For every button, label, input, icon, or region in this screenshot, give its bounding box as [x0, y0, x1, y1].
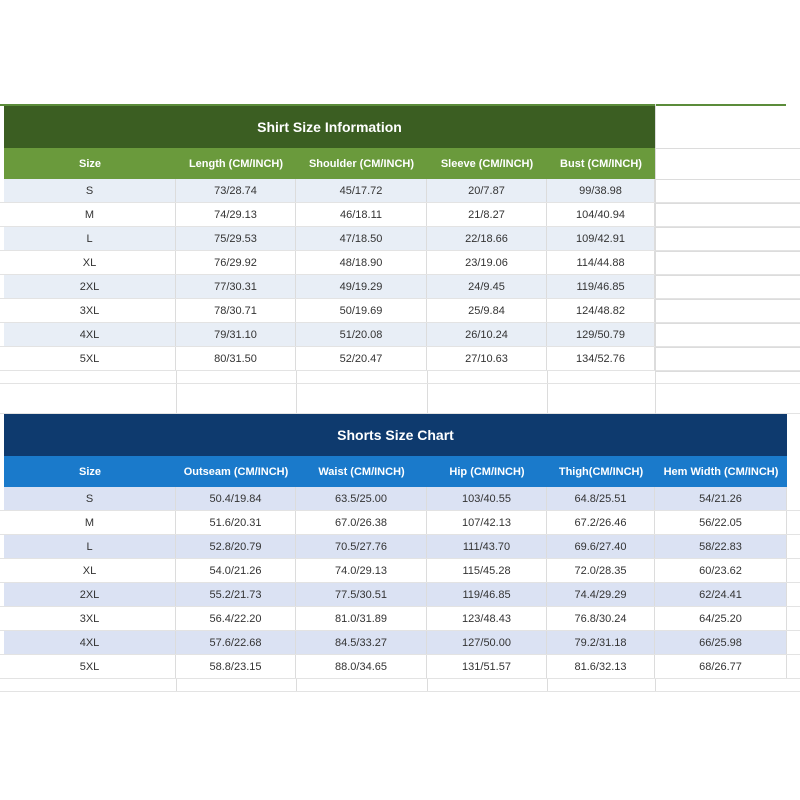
grid-line: [655, 371, 800, 372]
shorts-cell[interactable]: M: [4, 511, 176, 534]
shirt-cell[interactable]: 114/44.88: [547, 251, 655, 274]
shorts-cell[interactable]: 55.2/21.73: [176, 583, 296, 606]
shorts-cell[interactable]: 52.8/20.79: [176, 535, 296, 558]
shirt-cell[interactable]: 26/10.24: [427, 323, 547, 346]
shorts-table-row: [0, 655, 800, 679]
shirt-cell[interactable]: 4XL: [4, 323, 176, 346]
shorts-table-row: [0, 511, 800, 535]
shorts-table-row: [0, 487, 800, 511]
shorts-cell[interactable]: 54.0/21.26: [176, 559, 296, 582]
shirt-cell[interactable]: 23/19.06: [427, 251, 547, 274]
shorts-cell[interactable]: 56.4/22.20: [176, 607, 296, 630]
shorts-cell[interactable]: 74.4/29.29: [547, 583, 655, 606]
shorts-header-waist[interactable]: Waist (CM/INCH): [318, 465, 405, 478]
shirt-cell[interactable]: 51/20.08: [296, 323, 427, 346]
grid-line: [655, 347, 800, 348]
shorts-cell[interactable]: 54/21.26: [655, 487, 787, 510]
shirt-table-header: [4, 148, 655, 179]
shorts-cell[interactable]: 56/22.05: [655, 511, 787, 534]
shorts-header-hem-width[interactable]: Hem Width (CM/INCH): [663, 465, 779, 478]
shirt-cell[interactable]: S: [4, 179, 176, 202]
shirt-cell[interactable]: M: [4, 203, 176, 226]
grid-line: [296, 679, 297, 691]
grid-line: [296, 371, 297, 383]
shorts-cell[interactable]: 76.8/30.24: [547, 607, 655, 630]
grid-line: [547, 384, 548, 413]
shorts-cell[interactable]: 111/43.70: [427, 535, 547, 558]
shirt-table-row: [0, 299, 800, 323]
grid-line: [427, 679, 428, 691]
shorts-cell[interactable]: 58.8/23.15: [176, 655, 296, 678]
shirt-header-length[interactable]: Length (CM/INCH): [188, 157, 284, 170]
shirt-cell[interactable]: 22/18.66: [427, 227, 547, 250]
shorts-cell[interactable]: 69.6/27.40: [547, 535, 655, 558]
shorts-cell[interactable]: 119/46.85: [427, 583, 547, 606]
shorts-table-title: Shorts Size Chart: [4, 414, 787, 456]
shirt-cell[interactable]: 79/31.10: [176, 323, 296, 346]
shirt-cell[interactable]: 5XL: [4, 347, 176, 370]
shirt-cell[interactable]: 78/30.71: [176, 299, 296, 322]
shirt-cell[interactable]: 129/50.79: [547, 323, 655, 346]
grid-line: [427, 371, 428, 383]
shirt-header-shoulder[interactable]: Shoulder (CM/INCH): [308, 157, 415, 170]
shorts-cell[interactable]: 63.5/25.00: [296, 487, 427, 510]
shorts-cell[interactable]: 79.2/31.18: [547, 631, 655, 654]
shorts-cell[interactable]: 70.5/27.76: [296, 535, 427, 558]
shorts-table-header: [4, 456, 787, 487]
grid-line: [655, 227, 800, 228]
shirt-cell[interactable]: 124/48.82: [547, 299, 655, 322]
shirt-cell[interactable]: 75/29.53: [176, 227, 296, 250]
shorts-cell[interactable]: 84.5/33.27: [296, 631, 427, 654]
grid-line: [655, 299, 800, 300]
shorts-table-row: [0, 559, 800, 583]
shirt-cell[interactable]: L: [4, 227, 176, 250]
shorts-cell[interactable]: 51.6/20.31: [176, 511, 296, 534]
grid-line: [655, 179, 800, 180]
shorts-cell[interactable]: 81.6/32.13: [547, 655, 655, 678]
shorts-cell[interactable]: 3XL: [4, 607, 176, 630]
shorts-cell[interactable]: 131/51.57: [427, 655, 547, 678]
shorts-table-row: [0, 535, 800, 559]
shorts-cell[interactable]: 103/40.55: [427, 487, 547, 510]
shirt-cell[interactable]: 20/7.87: [427, 179, 547, 202]
grid-line: [296, 384, 297, 413]
shorts-header-thigh[interactable]: Thigh(CM/INCH): [558, 465, 644, 478]
grid-line: [655, 275, 800, 276]
shorts-cell[interactable]: 72.0/28.35: [547, 559, 655, 582]
shorts-cell[interactable]: 64.8/25.51: [547, 487, 655, 510]
shorts-table-row: [0, 607, 800, 631]
shirt-table-row: [0, 323, 800, 347]
shirt-cell[interactable]: 47/18.50: [296, 227, 427, 250]
shorts-cell[interactable]: 2XL: [4, 583, 176, 606]
shirt-cell[interactable]: 74/29.13: [176, 203, 296, 226]
grid-line: [176, 371, 177, 383]
shirt-cell[interactable]: 76/29.92: [176, 251, 296, 274]
empty-grid-row: [0, 371, 800, 384]
grid-line: [176, 679, 177, 691]
grid-line: [176, 384, 177, 413]
shirt-cell[interactable]: 50/19.69: [296, 299, 427, 322]
shirt-header-size[interactable]: Size: [78, 157, 101, 170]
shorts-cell[interactable]: 115/45.28: [427, 559, 547, 582]
shorts-cell[interactable]: 60/23.62: [655, 559, 787, 582]
empty-grid-row: [0, 679, 800, 692]
shorts-cell[interactable]: 127/50.00: [427, 631, 547, 654]
shirt-cell[interactable]: 52/20.47: [296, 347, 427, 370]
shorts-header-hip[interactable]: Hip (CM/INCH): [449, 465, 525, 478]
grid-line: [547, 679, 548, 691]
shorts-cell[interactable]: 68/26.77: [655, 655, 787, 678]
shirt-cell[interactable]: 104/40.94: [547, 203, 655, 226]
shorts-cell[interactable]: 74.0/29.13: [296, 559, 427, 582]
shirt-cell[interactable]: 25/9.84: [427, 299, 547, 322]
shorts-cell[interactable]: 67.2/26.46: [547, 511, 655, 534]
shorts-cell[interactable]: 62/24.41: [655, 583, 787, 606]
shorts-cell[interactable]: 57.6/22.68: [176, 631, 296, 654]
shorts-cell[interactable]: 66/25.98: [655, 631, 787, 654]
shorts-cell[interactable]: L: [4, 535, 176, 558]
shirt-cell[interactable]: 99/38.98: [547, 179, 655, 202]
grid-line: [655, 679, 656, 691]
shirt-table-row: [0, 251, 800, 275]
shorts-cell[interactable]: 123/48.43: [427, 607, 547, 630]
shorts-cell[interactable]: 64/25.20: [655, 607, 787, 630]
shirt-cell[interactable]: 3XL: [4, 299, 176, 322]
shirt-cell[interactable]: 73/28.74: [176, 179, 296, 202]
shorts-cell[interactable]: 107/42.13: [427, 511, 547, 534]
shirt-header-bust[interactable]: Bust (CM/INCH): [560, 157, 642, 170]
shorts-header-outseam[interactable]: Outseam (CM/INCH): [183, 465, 289, 478]
empty-grid-row: [0, 384, 800, 414]
shirt-cell[interactable]: 27/10.63: [427, 347, 547, 370]
shirt-table-row: [0, 203, 800, 227]
shirt-cell[interactable]: 45/17.72: [296, 179, 427, 202]
shirt-cell[interactable]: XL: [4, 251, 176, 274]
shirt-table-row: [0, 347, 800, 371]
shirt-cell[interactable]: 2XL: [4, 275, 176, 298]
shorts-table-body: [0, 487, 800, 679]
grid-line: [655, 203, 800, 204]
shorts-cell[interactable]: XL: [4, 559, 176, 582]
shirt-cell[interactable]: 134/52.76: [547, 347, 655, 370]
shorts-cell[interactable]: S: [4, 487, 176, 510]
shirt-cell[interactable]: 49/19.29: [296, 275, 427, 298]
shirt-table-title: Shirt Size Information: [4, 106, 655, 148]
shorts-cell[interactable]: 50.4/19.84: [176, 487, 296, 510]
shorts-cell[interactable]: 58/22.83: [655, 535, 787, 558]
shirt-cell[interactable]: 77/30.31: [176, 275, 296, 298]
grid-line: [427, 384, 428, 413]
shirt-table-row: [0, 227, 800, 251]
shorts-cell[interactable]: 88.0/34.65: [296, 655, 427, 678]
shirt-cell[interactable]: 24/9.45: [427, 275, 547, 298]
shorts-table-row: [0, 631, 800, 655]
shirt-header-sleeve[interactable]: Sleeve (CM/INCH): [440, 157, 534, 170]
shorts-cell[interactable]: 81.0/31.89: [296, 607, 427, 630]
shorts-cell[interactable]: 5XL: [4, 655, 176, 678]
shirt-table-row: [0, 179, 800, 203]
shirt-cell[interactable]: 109/42.91: [547, 227, 655, 250]
shorts-cell[interactable]: 77.5/30.51: [296, 583, 427, 606]
shorts-header-size[interactable]: Size: [78, 465, 101, 478]
grid-line: [655, 323, 800, 324]
grid-line: [655, 148, 800, 149]
shorts-cell[interactable]: 67.0/26.38: [296, 511, 427, 534]
shirt-cell[interactable]: 46/18.11: [296, 203, 427, 226]
grid-line: [655, 251, 800, 252]
shirt-table-row: [0, 275, 800, 299]
shorts-table-row: [0, 583, 800, 607]
grid-line: [655, 104, 656, 414]
grid-line: [547, 371, 548, 383]
shirt-cell[interactable]: 119/46.85: [547, 275, 655, 298]
shirt-cell[interactable]: 21/8.27: [427, 203, 547, 226]
shorts-cell[interactable]: 4XL: [4, 631, 176, 654]
shirt-cell[interactable]: 48/18.90: [296, 251, 427, 274]
shirt-cell[interactable]: 80/31.50: [176, 347, 296, 370]
